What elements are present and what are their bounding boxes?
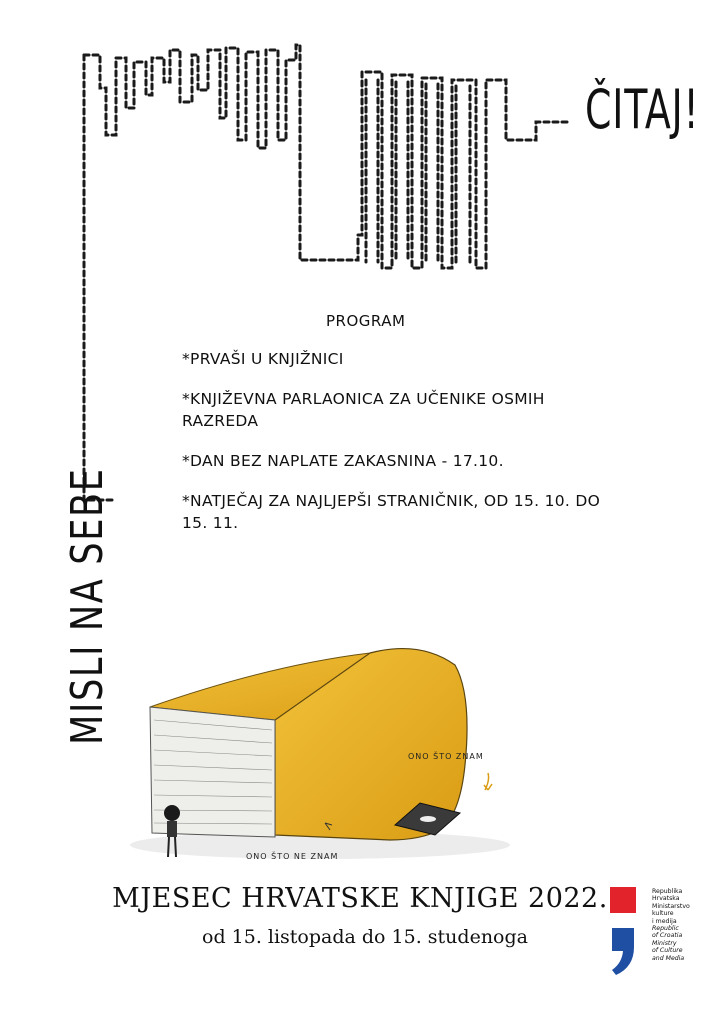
program-item: *DAN BEZ NAPLATE ZAKASNINA - 17.10. — [182, 452, 504, 470]
ministry-name — [652, 888, 716, 962]
ministry-en-line: and Media — [652, 954, 685, 962]
ministry-en-line: of Croatia — [652, 932, 683, 940]
program-item: *NATJEČAJ ZA NAJLJEPŠI STRANIČNIK, OD 15. 10. DO 15. 11. — [182, 492, 601, 532]
program-item: *PRVAŠI U KNJIŽNICI — [182, 350, 344, 368]
vertical-slogan — [62, 398, 113, 745]
program-item: *KNJIŽEVNA PARLAONICA ZA UČENIKE OSMIH RAZREDA — [182, 390, 545, 430]
ministry-hr-line: i medija — [652, 917, 677, 925]
arrow-icon — [484, 773, 492, 790]
headline-citaj: ČITAJ! — [585, 78, 700, 141]
ministry-en-line: Ministry — [652, 939, 677, 947]
ministry-hr-line: kulture — [652, 910, 674, 918]
dashed-line-skyline — [84, 45, 568, 268]
ministry-en-line: of Culture — [652, 947, 683, 955]
label-ono-sto-znam: ONO ŠTO ZNAM — [408, 752, 484, 761]
ministry-hr-line: Republika — [652, 888, 683, 895]
label-ono-sto-ne-znam: ONO ŠTO NE ZNAM — [246, 852, 339, 861]
book-illustration — [120, 625, 520, 875]
event-title-text: MJESEC HRVATSKE KNJIGE 2022. — [112, 883, 608, 914]
ministry-logo-red-square — [610, 887, 636, 913]
event-dates-text: od 15. listopada do 15. studenoga — [202, 926, 528, 948]
ministry-hr-line: Ministarstvo — [652, 902, 690, 910]
program-list — [182, 348, 622, 552]
ministry-logo-comma-icon — [608, 925, 638, 977]
ministry-hr-line: Hrvatska — [652, 895, 680, 903]
ministry-en-line: Republic — [652, 925, 679, 933]
program-title: PROGRAM — [326, 312, 406, 330]
vertical-slogan-text: MISLI NA SEBE — [62, 467, 113, 745]
